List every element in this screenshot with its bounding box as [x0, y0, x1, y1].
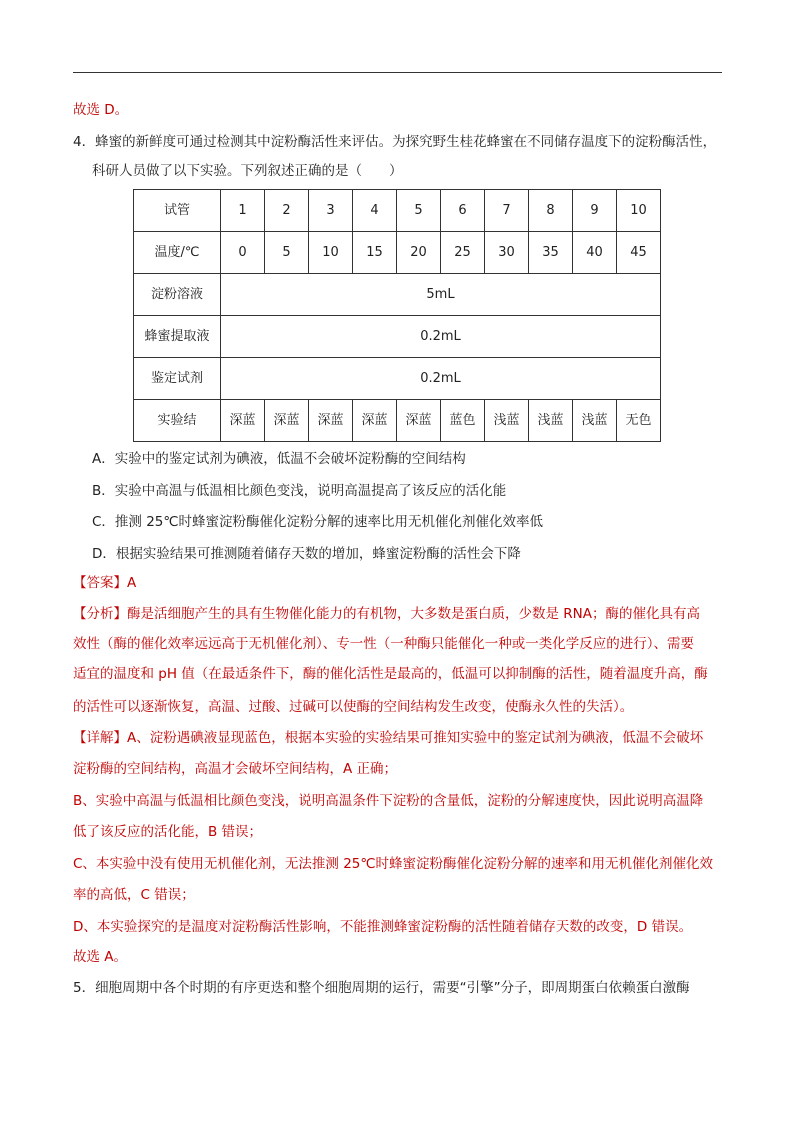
- result-cell: 浅蓝: [573, 400, 617, 442]
- temperature-cell: 40: [573, 232, 617, 274]
- tube-cell: 10: [617, 190, 661, 232]
- row-label-tube: 试管: [134, 190, 221, 232]
- table-row-honey: [134, 316, 661, 358]
- result-cell: 深蓝: [309, 400, 353, 442]
- table-row-starch: [134, 274, 661, 316]
- tube-cell: 3: [309, 190, 353, 232]
- q5-stem-line-1: 5．细胞周期中各个时期的有序更迭和整个细胞周期的运行，需要“引擎”分子，即周期蛋白依赖蛋白激酶: [73, 980, 690, 996]
- result-cell: 深蓝: [265, 400, 309, 442]
- row-label-result: 实验结: [134, 400, 221, 442]
- tube-cell: 7: [485, 190, 529, 232]
- experiment-table: [133, 189, 661, 442]
- detail-line: 淀粉酶的空间结构，高温才会破坏空间结构，A 正确；: [73, 761, 398, 777]
- temperature-cell: 30: [485, 232, 529, 274]
- detail-line: B、实验中高温与低温相比颜色变浅，说明高温条件下淀粉的含量低，淀粉的分解速度快，因此说明高温降: [73, 793, 704, 809]
- result-cell: 深蓝: [221, 400, 265, 442]
- temperature-cell: 10: [309, 232, 353, 274]
- detail-line: 率的高低，C 错误；: [73, 887, 195, 903]
- analysis-line: 的活性可以逐渐恢复，高温、过酸、过碱可以使酶的空间结构发生改变，使酶永久性的失活）。: [73, 699, 634, 715]
- tube-cell: 8: [529, 190, 573, 232]
- temperature-cell: 20: [397, 232, 441, 274]
- table-row-result: [134, 400, 661, 442]
- tube-cell: 5: [397, 190, 441, 232]
- table-row-reagent: [134, 358, 661, 400]
- result-cell: 浅蓝: [485, 400, 529, 442]
- analysis-line: 适宜的温度和 pH 值（在最适条件下，酶的催化活性是最高的，低温可以抑制酶的活性，随着温度升高，酶: [73, 666, 708, 682]
- header-rule: [73, 72, 722, 73]
- analysis-line: 【分析】酶是活细胞产生的具有生物催化能力的有机物，大多数是蛋白质，少数是 RNA；酶的催化具有高: [73, 606, 701, 622]
- analysis-line: 效性（酶的催化效率远远高于无机催化剂）、专一性（一种酶只能催化一种或一类化学反应的进行）、需要: [73, 636, 694, 652]
- detail-line: 【详解】A、淀粉遇碘液显现蓝色，根据本实验的实验结果可推知实验中的鉴定试剂为碘液，低温不会破坏: [73, 730, 704, 746]
- temperature-cell: 25: [441, 232, 485, 274]
- result-cell: 深蓝: [397, 400, 441, 442]
- row-label-reagent: 鉴定试剂: [134, 358, 221, 400]
- detail-line: D、本实验探究的是温度对淀粉酶活性影响，不能推测蜂蜜淀粉酶的活性随着储存天数的改变，D 错误。: [73, 919, 693, 935]
- row-label-honey: 蜂蜜提取液: [134, 316, 221, 358]
- table-row-temperature: [134, 232, 661, 274]
- tube-cell: 9: [573, 190, 617, 232]
- result-cell: 深蓝: [353, 400, 397, 442]
- starch-volume: 5mL: [221, 274, 661, 316]
- row-label-starch: 淀粉溶液: [134, 274, 221, 316]
- tube-cell: 2: [265, 190, 309, 232]
- option-b: B．实验中高温与低温相比颜色变浅，说明高温提高了该反应的活化能: [92, 483, 507, 499]
- temperature-cell: 35: [529, 232, 573, 274]
- honey-volume: 0.2mL: [221, 316, 661, 358]
- tube-cell: 6: [441, 190, 485, 232]
- temperature-cell: 0: [221, 232, 265, 274]
- table-row-tube: [134, 190, 661, 232]
- result-cell: 无色: [617, 400, 661, 442]
- option-c: C．推测 25℃时蜂蜜淀粉酶催化淀粉分解的速率比用无机催化剂催化效率低: [92, 514, 544, 530]
- temperature-cell: 45: [617, 232, 661, 274]
- q4-conclusion: 故选 A。: [73, 949, 128, 965]
- option-d: D．根据实验结果可推测随着储存天数的增加，蜂蜜淀粉酶的活性会下降: [92, 546, 521, 562]
- result-cell: 蓝色: [441, 400, 485, 442]
- detail-line: 低了该反应的活化能，B 错误；: [73, 824, 263, 840]
- answer: 【答案】A: [73, 575, 137, 591]
- temperature-cell: 5: [265, 232, 309, 274]
- q4-stem-line-1: 4．蜂蜜的新鲜度可通过检测其中淀粉酶活性来评估。为探究野生桂花蜂蜜在不同储存温度下的淀粉酶活性，: [73, 134, 717, 150]
- reagent-volume: 0.2mL: [221, 358, 661, 400]
- tube-cell: 4: [353, 190, 397, 232]
- detail-line: C、本实验中没有使用无机催化剂，无法推测 25℃时蜂蜜淀粉酶催化淀粉分解的速率和用无机催化剂催化效: [73, 856, 714, 872]
- row-label-temperature: 温度/℃: [134, 232, 221, 274]
- q4-stem-line-2: 科研人员做了以下实验。下列叙述正确的是（ ）: [92, 163, 403, 179]
- prev-conclusion: 故选 D。: [73, 102, 129, 118]
- tube-cell: 1: [221, 190, 265, 232]
- temperature-cell: 15: [353, 232, 397, 274]
- option-a: A．实验中的鉴定试剂为碘液，低温不会破坏淀粉酶的空间结构: [92, 451, 466, 467]
- result-cell: 浅蓝: [529, 400, 573, 442]
